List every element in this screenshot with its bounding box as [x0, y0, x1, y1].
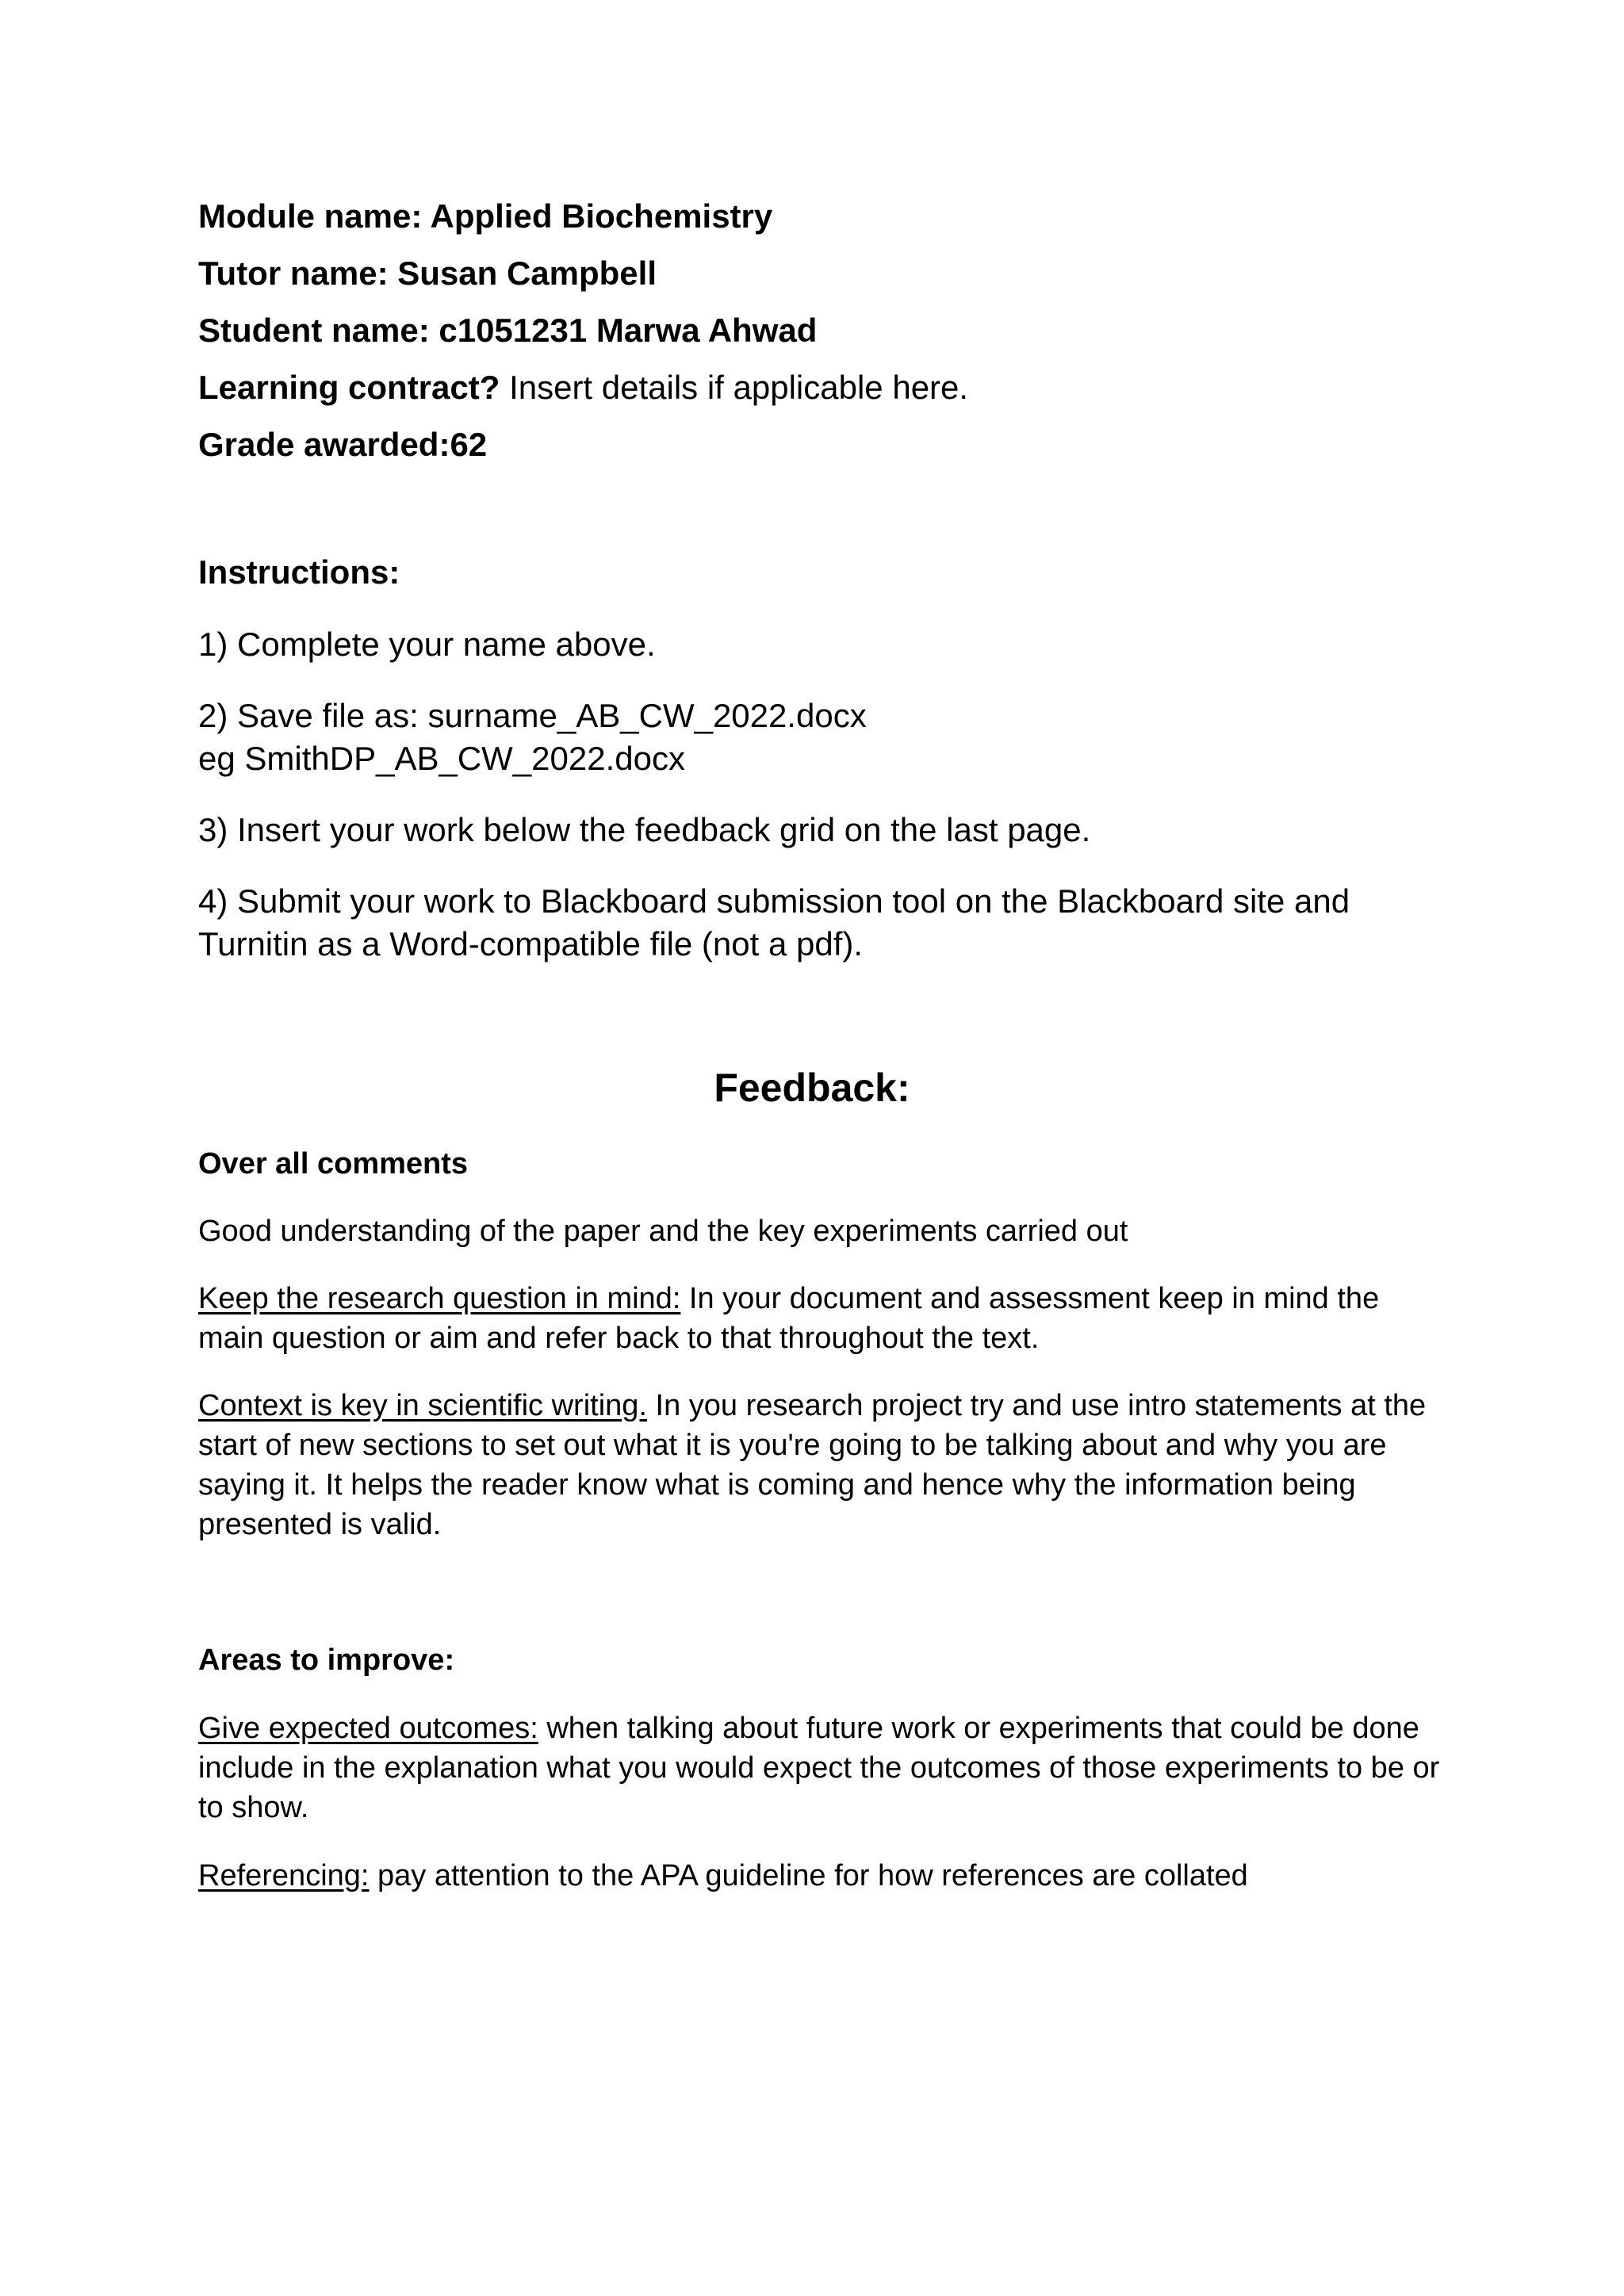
tutor-name-label: Tutor name: — [198, 254, 389, 292]
learning-contract-value: Insert details if applicable here. — [509, 369, 969, 406]
instruction-item-1 — [198, 623, 1443, 666]
feedback-point-research-question — [198, 1279, 1443, 1358]
feedback-point-text: In your document and assessment keep in mind the main question or aim and refer back to that throughout the text. — [198, 1282, 1380, 1355]
instructions-heading: Instructions: — [198, 553, 400, 591]
instruction-text: 4) Submit your work to Blackboard submission tool on the Blackboard site and — [198, 882, 1350, 920]
feedback-point-context — [198, 1386, 1443, 1544]
learning-contract-line — [198, 368, 1443, 408]
instruction-item-2 — [198, 695, 1443, 780]
feedback-point-title: Keep the research question in mind: — [198, 1282, 681, 1315]
module-name-label: Module name: — [198, 197, 423, 235]
improve-point-text: pay attention to the APA guideline for how references are collated — [369, 1859, 1248, 1892]
grade-awarded-line — [198, 425, 1443, 465]
student-name-line — [198, 311, 1443, 350]
feedback-point-text: In you research project try and use intro statements at the start of new sections to set out what it is you're going to be talking about and why you are saying it. It helps the reader know what is coming and hence why the information being presented is valid. — [198, 1389, 1427, 1541]
instruction-example: eg SmithDP_AB_CW_2022.docx — [198, 740, 685, 777]
module-name-line — [198, 197, 1443, 236]
improve-point-expected-outcomes — [198, 1709, 1443, 1827]
instruction-item-3 — [198, 809, 1443, 851]
improve-point-title: Give expected outcomes: — [198, 1712, 538, 1745]
areas-to-improve-heading: Areas to improve: — [198, 1644, 455, 1677]
instruction-text: 3) Insert your work below the feedback grid on the last page. — [198, 811, 1091, 848]
overall-summary: Good understanding of the paper and the key experiments carried out — [198, 1215, 1128, 1248]
feedback-title: Feedback: — [714, 1066, 910, 1110]
instruction-text: 1) Complete your name above. — [198, 626, 656, 663]
instruction-text: 2) Save file as: surname_AB_CW_2022.docx — [198, 697, 867, 734]
instruction-item-4 — [198, 880, 1443, 966]
module-name-value: Applied Biochemistry — [430, 197, 773, 235]
instruction-text-continued: Turnitin as a Word-compatible file (not a pdf). — [198, 925, 864, 962]
overall-comments-heading: Over all comments — [198, 1147, 469, 1181]
tutor-name-line — [198, 254, 1443, 293]
tutor-name-value: Susan Campbell — [397, 254, 657, 292]
student-name-value: c1051231 Marwa Ahwad — [439, 312, 818, 349]
improve-point-text: when talking about future work or experiments that could be done include in the explanation what you would expect the outcomes of those experiments to be or to show. — [198, 1712, 1440, 1824]
learning-contract-label: Learning contract? — [198, 369, 500, 406]
grade-awarded-label: Grade awarded: — [198, 426, 450, 463]
improve-point-title: Referencing: — [198, 1859, 370, 1892]
student-name-label: Student name: — [198, 312, 430, 349]
feedback-point-title: Context is key in scientific writing. — [198, 1389, 647, 1422]
grade-awarded-value: 62 — [450, 426, 488, 463]
improve-point-referencing — [198, 1856, 1443, 1896]
